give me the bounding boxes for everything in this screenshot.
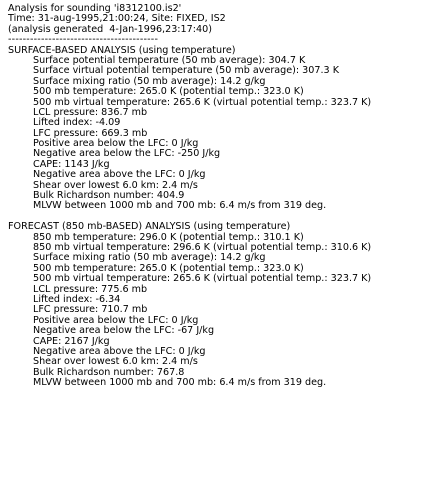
analysis-document (8, 4, 444, 388)
forecast-line: Lifted index: -6.34 (33, 293, 121, 305)
sounding-title: Analysis for sounding 'i8312100.is2' (8, 3, 182, 14)
surface-line: Surface potential temperature (50 mb average): 304.7 K (33, 54, 306, 66)
surface-line: Lifted index: -4.09 (33, 117, 121, 129)
surface-section-heading: SURFACE-BASED ANALYSIS (using temperature) (8, 44, 236, 56)
forecast-line: 500 mb virtual temperature: 265.6 K (virtual potential temp.: 323.7 K) (33, 273, 372, 285)
surface-line: CAPE: 1143 J/kg (33, 158, 110, 170)
forecast-line: CAPE: 2167 J/kg (33, 335, 110, 347)
surface-section-lines (8, 56, 444, 212)
surface-line: Surface virtual potential temperature (50 mb average): 307.3 K (33, 65, 339, 77)
surface-line: LFC pressure: 669.3 mb (33, 127, 148, 139)
forecast-line: Bulk Richardson number: 767.8 (33, 366, 185, 378)
surface-line: MLVW between 1000 mb and 700 mb: 6.4 m/s from 319 deg. (33, 200, 327, 212)
sounding-time-site: Time: 31-aug-1995,21:00:24, Site: FIXED, IS2 (8, 13, 226, 25)
surface-line: 500 mb temperature: 265.0 K (potential temp.: 323.0 K) (33, 86, 304, 98)
surface-line: Negative area below the LFC: -250 J/kg (33, 148, 221, 160)
analysis-generated-line: (analysis generated 4-Jan-1996,23:17:40) (8, 23, 212, 35)
surface-line: Positive area below the LFC: 0 J/kg (33, 138, 199, 150)
forecast-line: Positive area below the LFC: 0 J/kg (33, 314, 199, 326)
forecast-line: Surface mixing ratio (50 mb average): 14.2 g/kg (33, 252, 266, 264)
surface-line: Negative area above the LFC: 0 J/kg (33, 169, 206, 181)
surface-line: LCL pressure: 836.7 mb (33, 106, 148, 118)
forecast-line: Negative area above the LFC: 0 J/kg (33, 345, 206, 357)
header-divider: ----------------------------------------- (8, 34, 159, 46)
surface-line: Bulk Richardson number: 404.9 (33, 190, 185, 202)
forecast-section-heading: FORECAST (850 mb-BASED) ANALYSIS (using temperature) (8, 221, 291, 233)
forecast-line: LCL pressure: 775.6 mb (33, 283, 148, 295)
forecast-line: 500 mb temperature: 265.0 K (potential temp.: 323.0 K) (33, 262, 304, 274)
forecast-line: Shear over lowest 6.0 km: 2.4 m/s (33, 356, 198, 368)
forecast-line: MLVW between 1000 mb and 700 mb: 6.4 m/s from 319 deg. (33, 377, 327, 389)
forecast-line: LFC pressure: 710.7 mb (33, 304, 148, 316)
forecast-line: 850 mb virtual temperature: 296.6 K (virtual potential temp.: 310.6 K) (33, 241, 372, 253)
surface-line: 500 mb virtual temperature: 265.6 K (virtual potential temp.: 323.7 K) (33, 96, 372, 108)
forecast-section-lines (8, 233, 444, 389)
forecast-line: Negative area below the LFC: -67 J/kg (33, 325, 215, 337)
surface-line: Surface mixing ratio (50 mb average): 14.2 g/kg (33, 75, 266, 87)
forecast-line: 850 mb temperature: 296.0 K (potential temp.: 310.1 K) (33, 231, 304, 243)
surface-line: Shear over lowest 6.0 km: 2.4 m/s (33, 179, 198, 191)
